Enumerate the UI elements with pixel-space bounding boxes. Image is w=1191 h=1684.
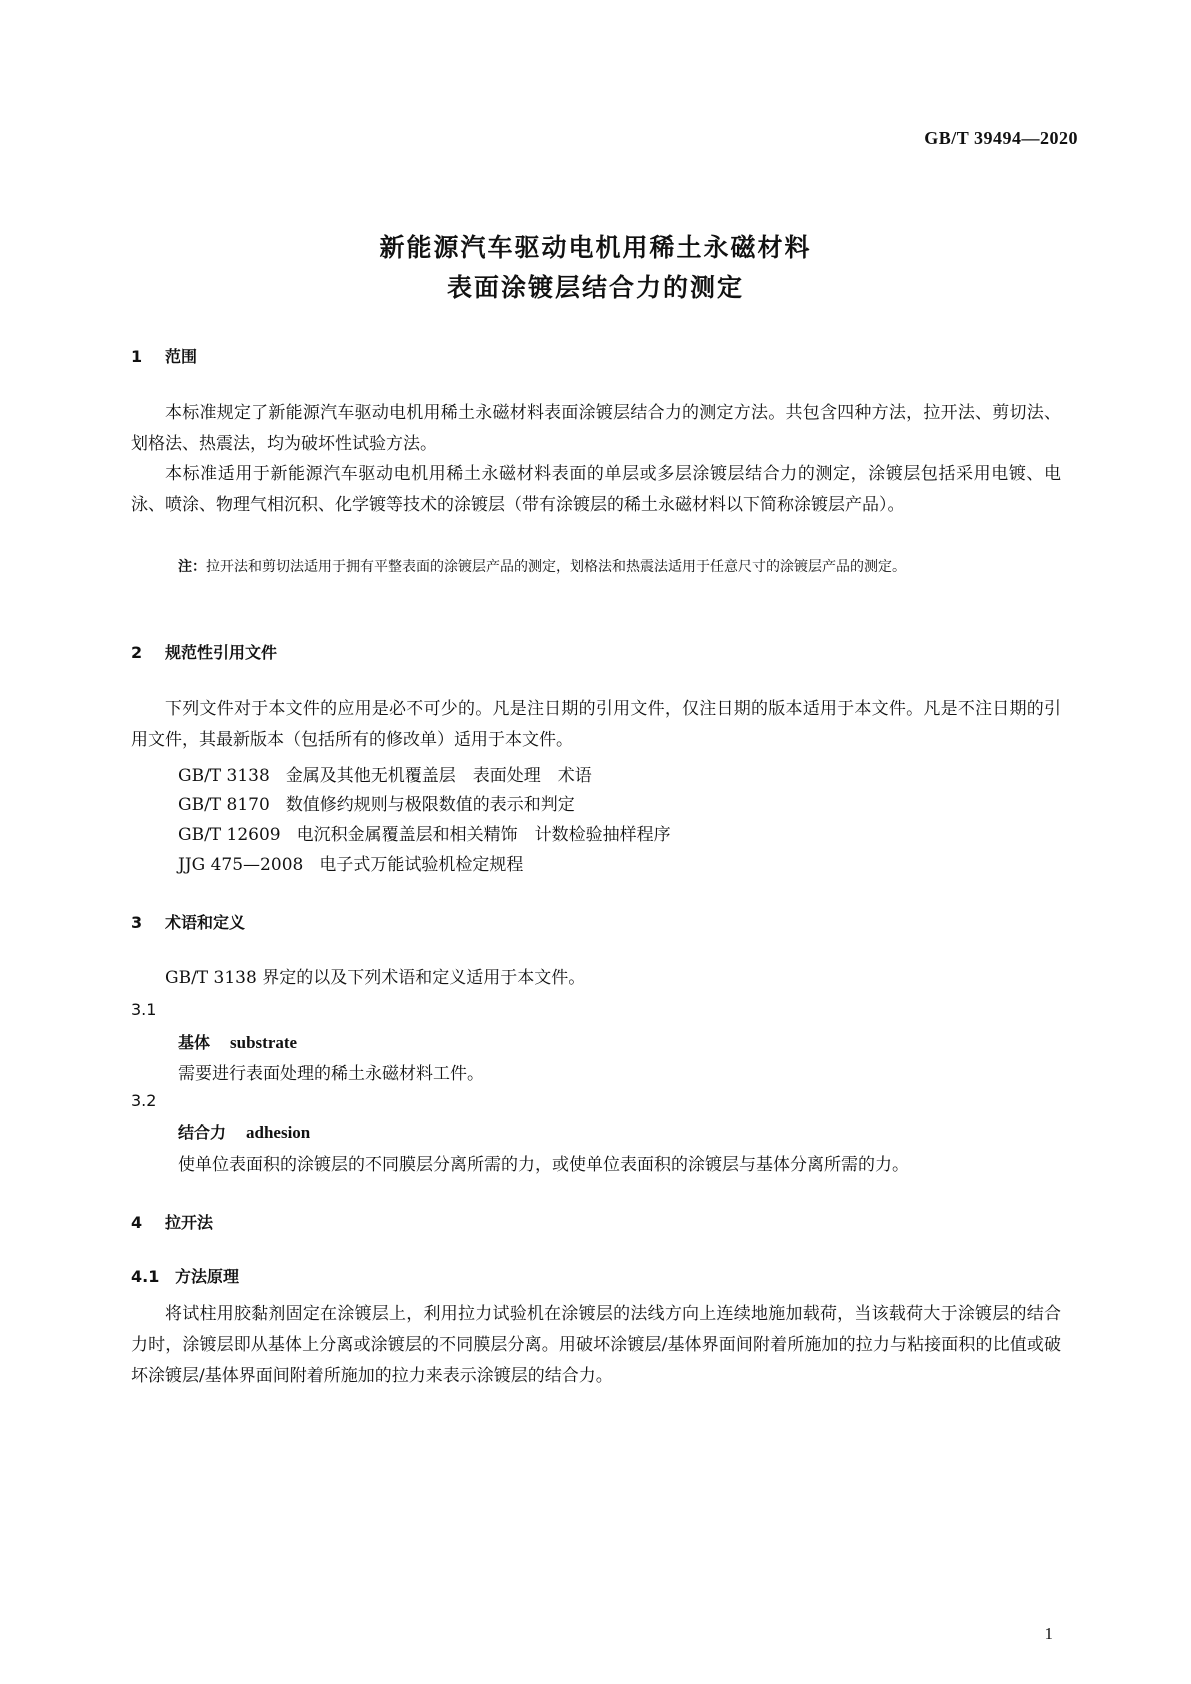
term-english: adhesion [246, 1123, 311, 1142]
reference-code: GB/T 12609 [178, 825, 281, 845]
reference-item [178, 761, 592, 786]
section-3-heading [131, 910, 245, 933]
document-title-line1: 新能源汽车驱动电机用稀土永磁材料 [379, 233, 812, 262]
term-number: 3.1 [131, 1000, 157, 1019]
term-english: substrate [230, 1033, 298, 1052]
standard-number: GB/T 39494—2020 [924, 128, 1078, 148]
section-1-note [178, 554, 1090, 581]
reference-title: 数值修约规则与极限数值的表示和判定 [285, 795, 575, 815]
section-title: 术语和定义 [165, 913, 246, 932]
term-number: 3.2 [131, 1091, 157, 1110]
term-heading [178, 1120, 310, 1143]
subsection-4-1-paragraph: 将试柱用胶黏剂固定在涂镀层上，利用拉力试验机在涂镀层的法线方向上连续地施加载荷，当该载荷大于涂镀层的结合力时，涂镀层即从基体上分离或涂镀层的不同膜层分离。用破坏涂镀层/基体界面间附着所施加的拉力与粘接面积的比值或破坏涂镀层/基体界面间附着所施加的拉力来表示涂镀层的结合力。 [131, 1304, 1061, 1386]
reference-code: JJG 475—2008 [178, 855, 304, 875]
section-number: 3 [131, 913, 143, 932]
section-3-paragraph-1: GB/T 3138 界定的以及下列术语和定义适用于本文件。 [165, 968, 586, 988]
section-1-paragraph-1: 本标准规定了新能源汽车驱动电机用稀土永磁材料表面涂镀层结合力的测定方法。共包含四种方法，拉开法、剪切法、划格法、热震法，均为破坏性试验方法。 [131, 403, 1061, 454]
page-number: 1 [1044, 1624, 1053, 1643]
term-heading [178, 1030, 297, 1053]
reference-item [178, 820, 671, 845]
reference-title: 电子式万能试验机检定规程 [319, 855, 524, 875]
reference-title: 电沉积金属覆盖层和相关精饰 计数检验抽样程序 [296, 825, 671, 845]
note-label: 注： [178, 559, 206, 575]
section-number: 1 [131, 347, 143, 366]
note-text: 拉开法和剪切法适用于拥有平整表面的涂镀层产品的测定，划格法和热震法适用于任意尺寸的涂镀层产品的测定。 [206, 559, 906, 575]
term-chinese: 基体 [178, 1033, 211, 1052]
section-title: 规范性引用文件 [165, 643, 278, 662]
reference-code: GB/T 3138 [178, 766, 270, 786]
reference-code: GB/T 8170 [178, 795, 270, 815]
section-1-paragraph-2: 本标准适用于新能源汽车驱动电机用稀土永磁材料表面的单层或多层涂镀层结合力的测定，涂镀层包括采用电镀、电泳、喷涂、物理气相沉积、化学镀等技术的涂镀层（带有涂镀层的稀土永磁材料以下简称涂镀层产品）。 [131, 464, 1061, 515]
section-2-paragraph-1: 下列文件对于本文件的应用是必不可少的。凡是注日期的引用文件，仅注日期的版本适用于本文件。凡是不注日期的引用文件，其最新版本（包括所有的修改单）适用于本文件。 [131, 699, 1061, 750]
term-chinese: 结合力 [178, 1123, 227, 1142]
reference-item [178, 850, 523, 875]
section-1-heading [131, 344, 197, 367]
term-definition: 使单位表面积的涂镀层的不同膜层分离所需的力，或使单位表面积的涂镀层与基体分离所需的力。 [178, 1155, 909, 1175]
section-4-heading [131, 1210, 213, 1233]
section-2-heading [131, 640, 277, 663]
subsection-title: 方法原理 [175, 1267, 240, 1286]
section-number: 2 [131, 643, 143, 662]
reference-item [178, 790, 575, 815]
section-title: 拉开法 [165, 1213, 214, 1232]
section-number: 4 [131, 1213, 143, 1232]
reference-title: 金属及其他无机覆盖层 表面处理 术语 [285, 766, 592, 786]
term-definition: 需要进行表面处理的稀土永磁材料工件。 [178, 1064, 484, 1084]
section-title: 范围 [165, 347, 198, 366]
subsection-4-1-heading [131, 1264, 239, 1287]
subsection-number: 4.1 [131, 1267, 160, 1286]
document-title-line2: 表面涂镀层结合力的测定 [446, 273, 744, 302]
